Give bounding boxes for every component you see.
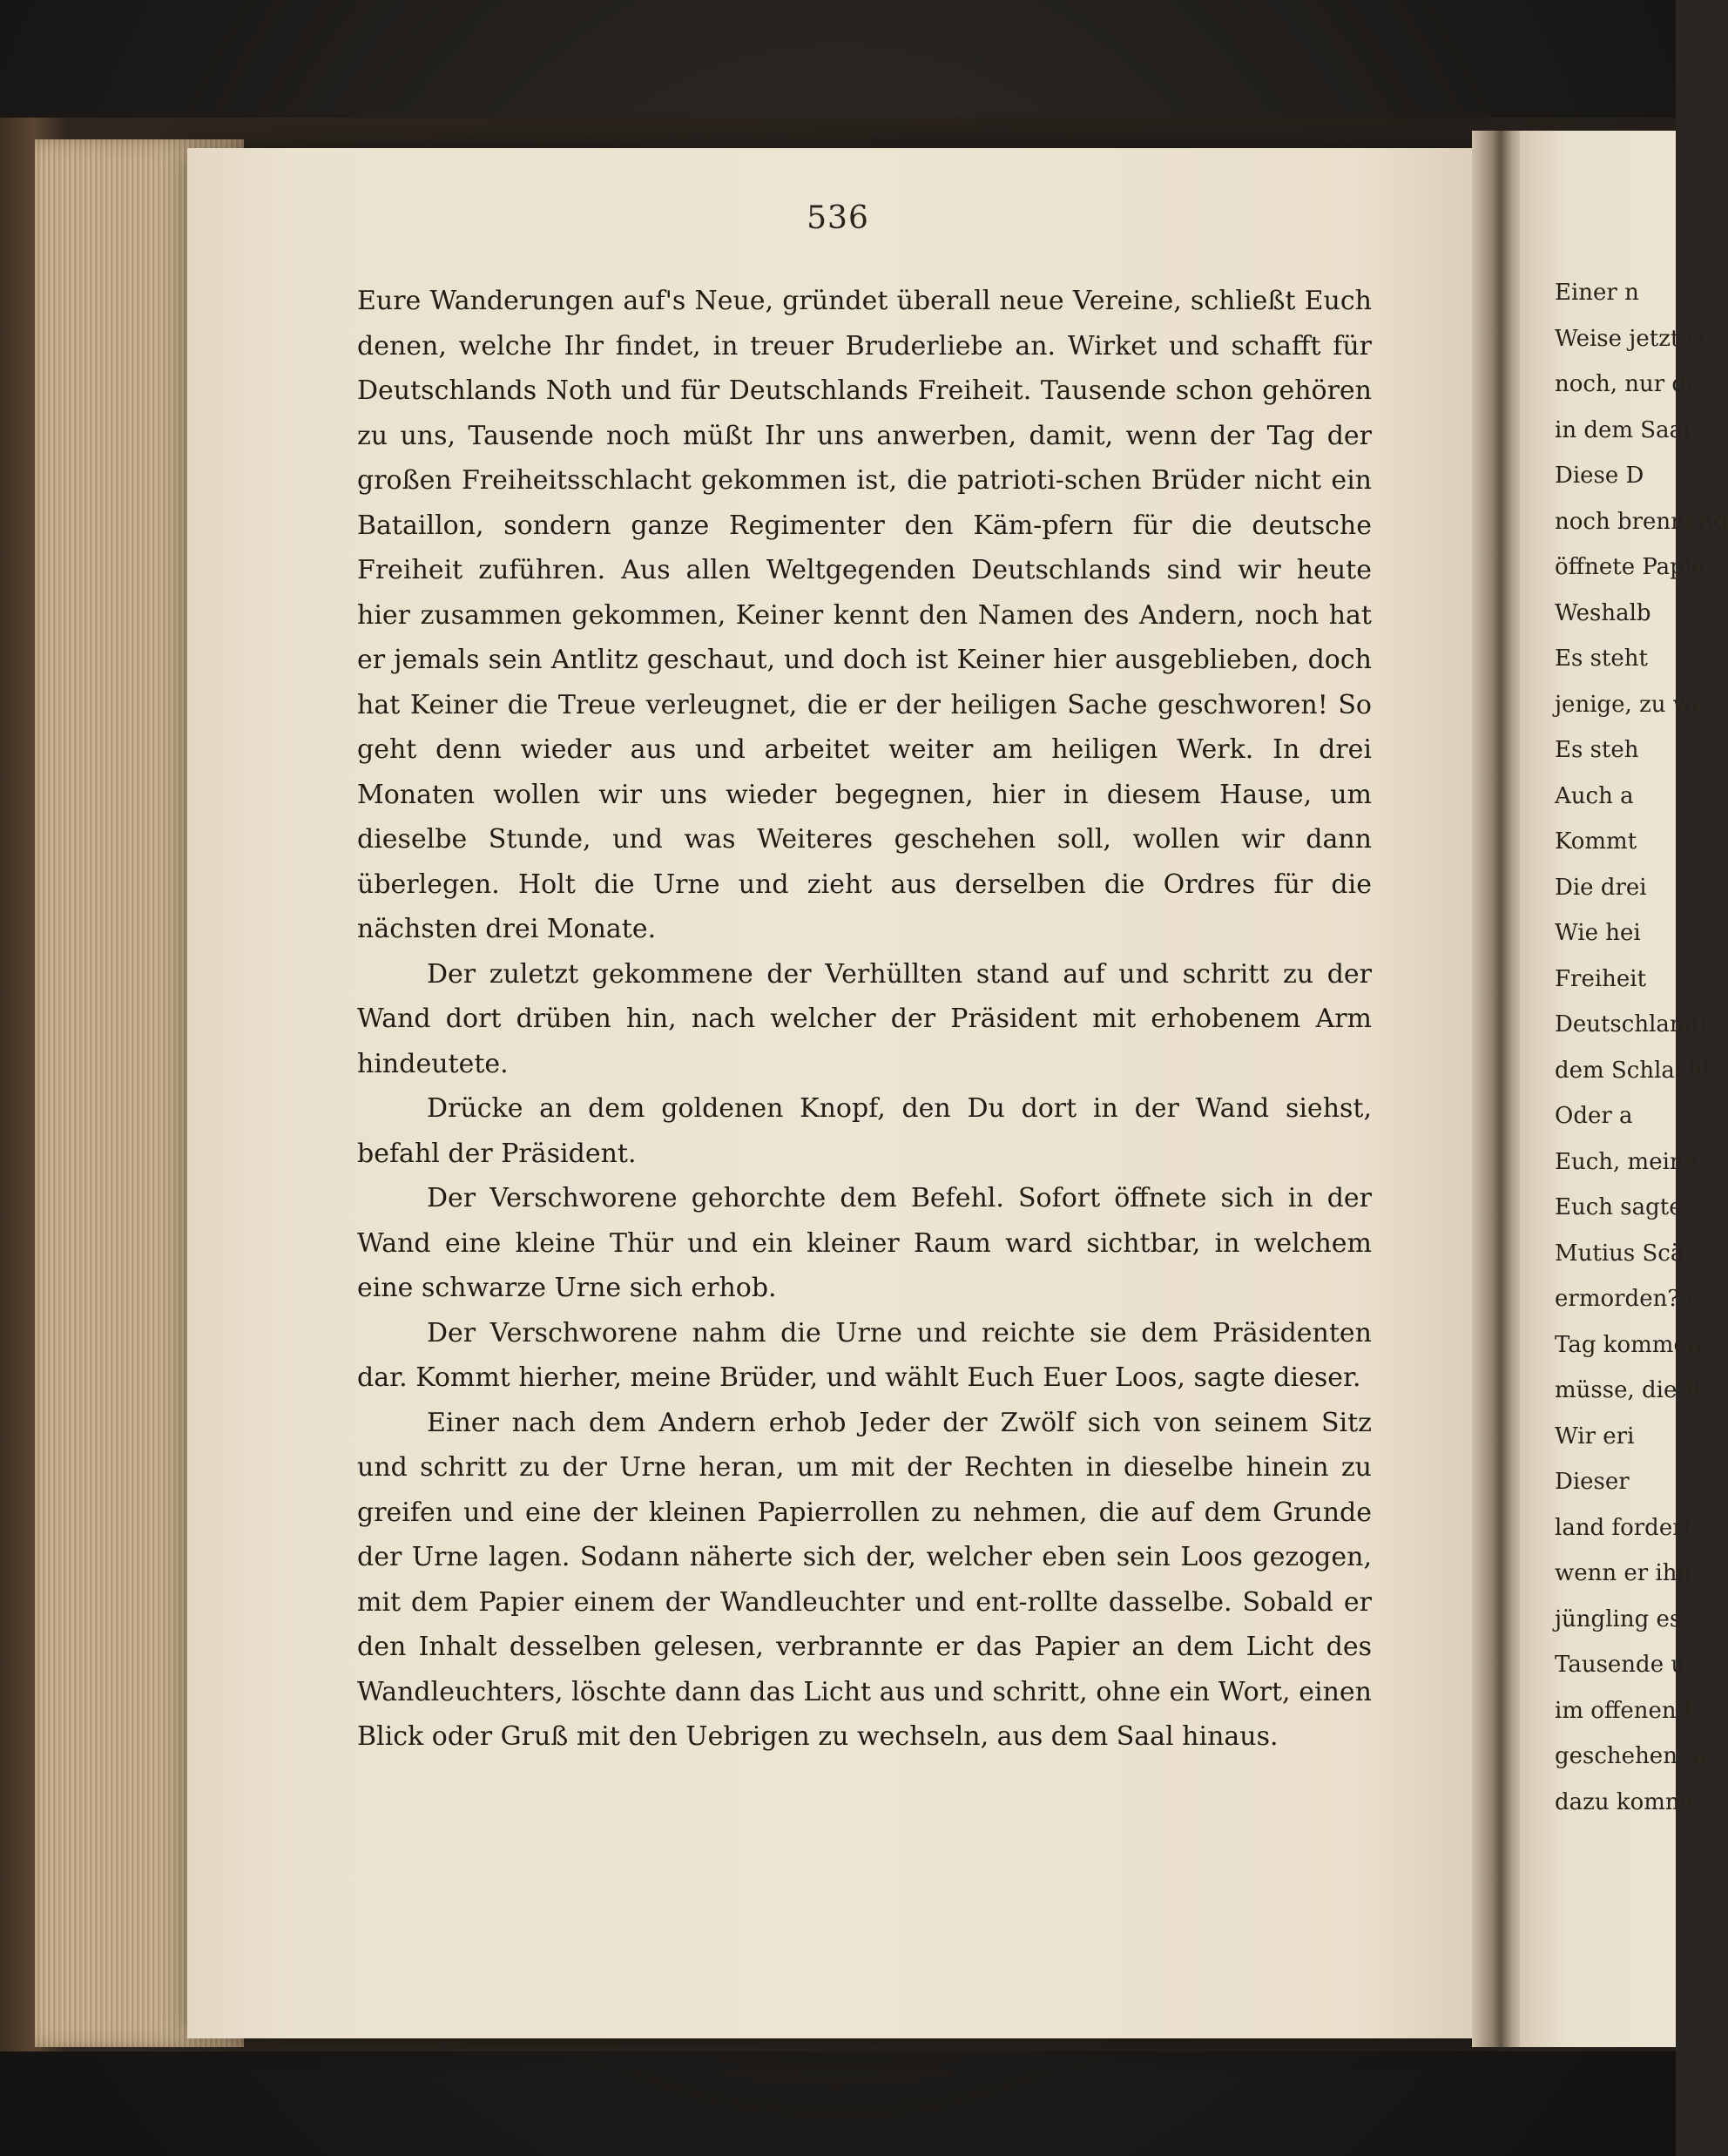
right-page-line: Wir eri <box>1555 1423 1635 1450</box>
right-page-line: geschehen, n <box>1555 1743 1707 1769</box>
page-number: 536 <box>807 200 869 236</box>
right-page-line: dazu kommt, <box>1555 1788 1704 1815</box>
right-page-line: jenige, zu we <box>1555 691 1706 718</box>
right-page-line: noch brennend <box>1555 508 1728 535</box>
right-page-line: Weshalb <box>1555 599 1651 626</box>
right-page-line: Tag kommen <box>1555 1331 1702 1358</box>
right-page-line: ermorden? ( <box>1555 1286 1696 1312</box>
right-page-line: land fordert <box>1555 1514 1693 1541</box>
right-page-line: jüngling es <box>1555 1605 1682 1632</box>
right-page-line: noch, nur dr <box>1555 371 1698 397</box>
right-page-line: Wie hei <box>1555 920 1641 946</box>
book-gutter <box>1472 131 1524 2047</box>
right-page-line: Auch a <box>1555 782 1634 809</box>
right-page-text <box>1555 270 1728 1825</box>
body-text <box>357 279 1372 1760</box>
right-page-line: Freiheit <box>1555 965 1647 992</box>
paragraph: Der Verschworene nahm die Urne und reichte sie dem Präsidenten dar. Kommt hierher, meine Brüder, und wählt Euch Euer Loos, sagte dieser. <box>357 1317 1372 1393</box>
right-page-line: Es steht <box>1555 645 1648 672</box>
right-page-line: in dem Saal <box>1555 416 1691 443</box>
paragraph: Der zuletzt gekommene der Verhüllten stand auf und schritt zu der Wand dort drüben hin, nach welcher der Präsident mit erhobenem Arm hindeutete. <box>357 958 1372 1079</box>
right-page-line: Die drei <box>1555 874 1647 901</box>
right-page-line: öffnete Papie <box>1555 554 1705 580</box>
right-page-line: Euch sagte, <box>1555 1194 1690 1220</box>
right-page-line: Oder a <box>1555 1103 1633 1129</box>
paragraph: Einer nach dem Andern erhob Jeder der Zwölf sich von seinem Sitz und schritt zu der Urne heran, um mit der Rechten in dieselbe hinein zu greifen und eine der kleinen Papierrollen zu nehmen, die auf dem Grunde der Urne lagen. Sodann näherte sich der, welcher eben sein Loos gezogen, mit dem Papier einem der Wandleuchter und ent-rollte dasselbe. Sobald er den Inhalt desselben gelesen, verbrannte er das Papier an dem Licht des Wandleuchters, löschte dann das Licht aus und schritt, ohne ein Wort, einen Blick oder Gruß mit den Uebrigen zu wechseln, aus dem Saal hinaus. <box>357 1407 1372 1752</box>
right-page-line: Einer n <box>1555 280 1639 306</box>
right-page-line: Dieser <box>1555 1469 1630 1495</box>
paragraph: Der Verschworene gehorchte dem Befehl. Sofort öffnete sich in der Wand eine kleine Thür und ein kleiner Raum ward sichtbar, in welchem eine schwarze Urne sich erhob. <box>357 1183 1372 1303</box>
right-page-line: wenn er ihn <box>1555 1560 1692 1586</box>
right-page-line: Euch, meine <box>1555 1148 1698 1175</box>
right-page-line: müsse, die R <box>1555 1377 1702 1403</box>
right-page-line: Diese D <box>1555 463 1644 489</box>
right-page-line: im offenen F <box>1555 1697 1699 1724</box>
right-page-line: Weise jetzt sc <box>1555 325 1711 352</box>
right-page-line: Es steh <box>1555 737 1639 763</box>
right-page-line: dem Schlacht <box>1555 1057 1711 1084</box>
paragraph: Drücke an dem goldenen Knopf, den Du dort in der Wand siehst, befahl der Präsident. <box>357 1093 1372 1169</box>
right-page-line: Kommt <box>1555 828 1637 855</box>
right-page-line: Tausende u <box>1555 1652 1686 1678</box>
paragraph: Eure Wanderungen auf's Neue, gründet überall neue Vereine, schließt Euch denen, welche Ihr findet, in treuer Bruderliebe an. Wirket und schafft für Deutschlands Noth und für Deutschlands Freiheit. Tausende schon gehören zu uns, Tausende noch müßt Ihr uns anwerben, damit, wenn der Tag der großen Freiheitsschlacht gekommen ist, die patrioti-schen Brüder nicht ein Bataillon, sondern ganze Regimenter den Käm-pfern für die deutsche Freiheit zuführen. Aus allen Weltgegenden Deutschlands sind wir heute hier zusammen gekommen, Keiner kennt den Namen des Andern, noch hat er jemals sein Antlitz geschaut, und doch ist Keiner hier ausgeblieben, doch hat Keiner die Treue verleugnet, die er der heiligen Sache geschworen! So geht denn wieder aus und arbeitet weiter am heiligen Werk. In drei Monaten wollen wir uns wieder begegnen, hier in diesem Hause, um dieselbe Stunde, und was Weiteres geschehen soll, wollen wir dann überlegen. Holt die Urne und zieht aus derselben die Ordres für die nächsten drei Monate. <box>357 286 1372 944</box>
right-page-line: Deutschland! <box>1555 1011 1708 1037</box>
right-page-line: Mutius Scä <box>1555 1240 1684 1267</box>
